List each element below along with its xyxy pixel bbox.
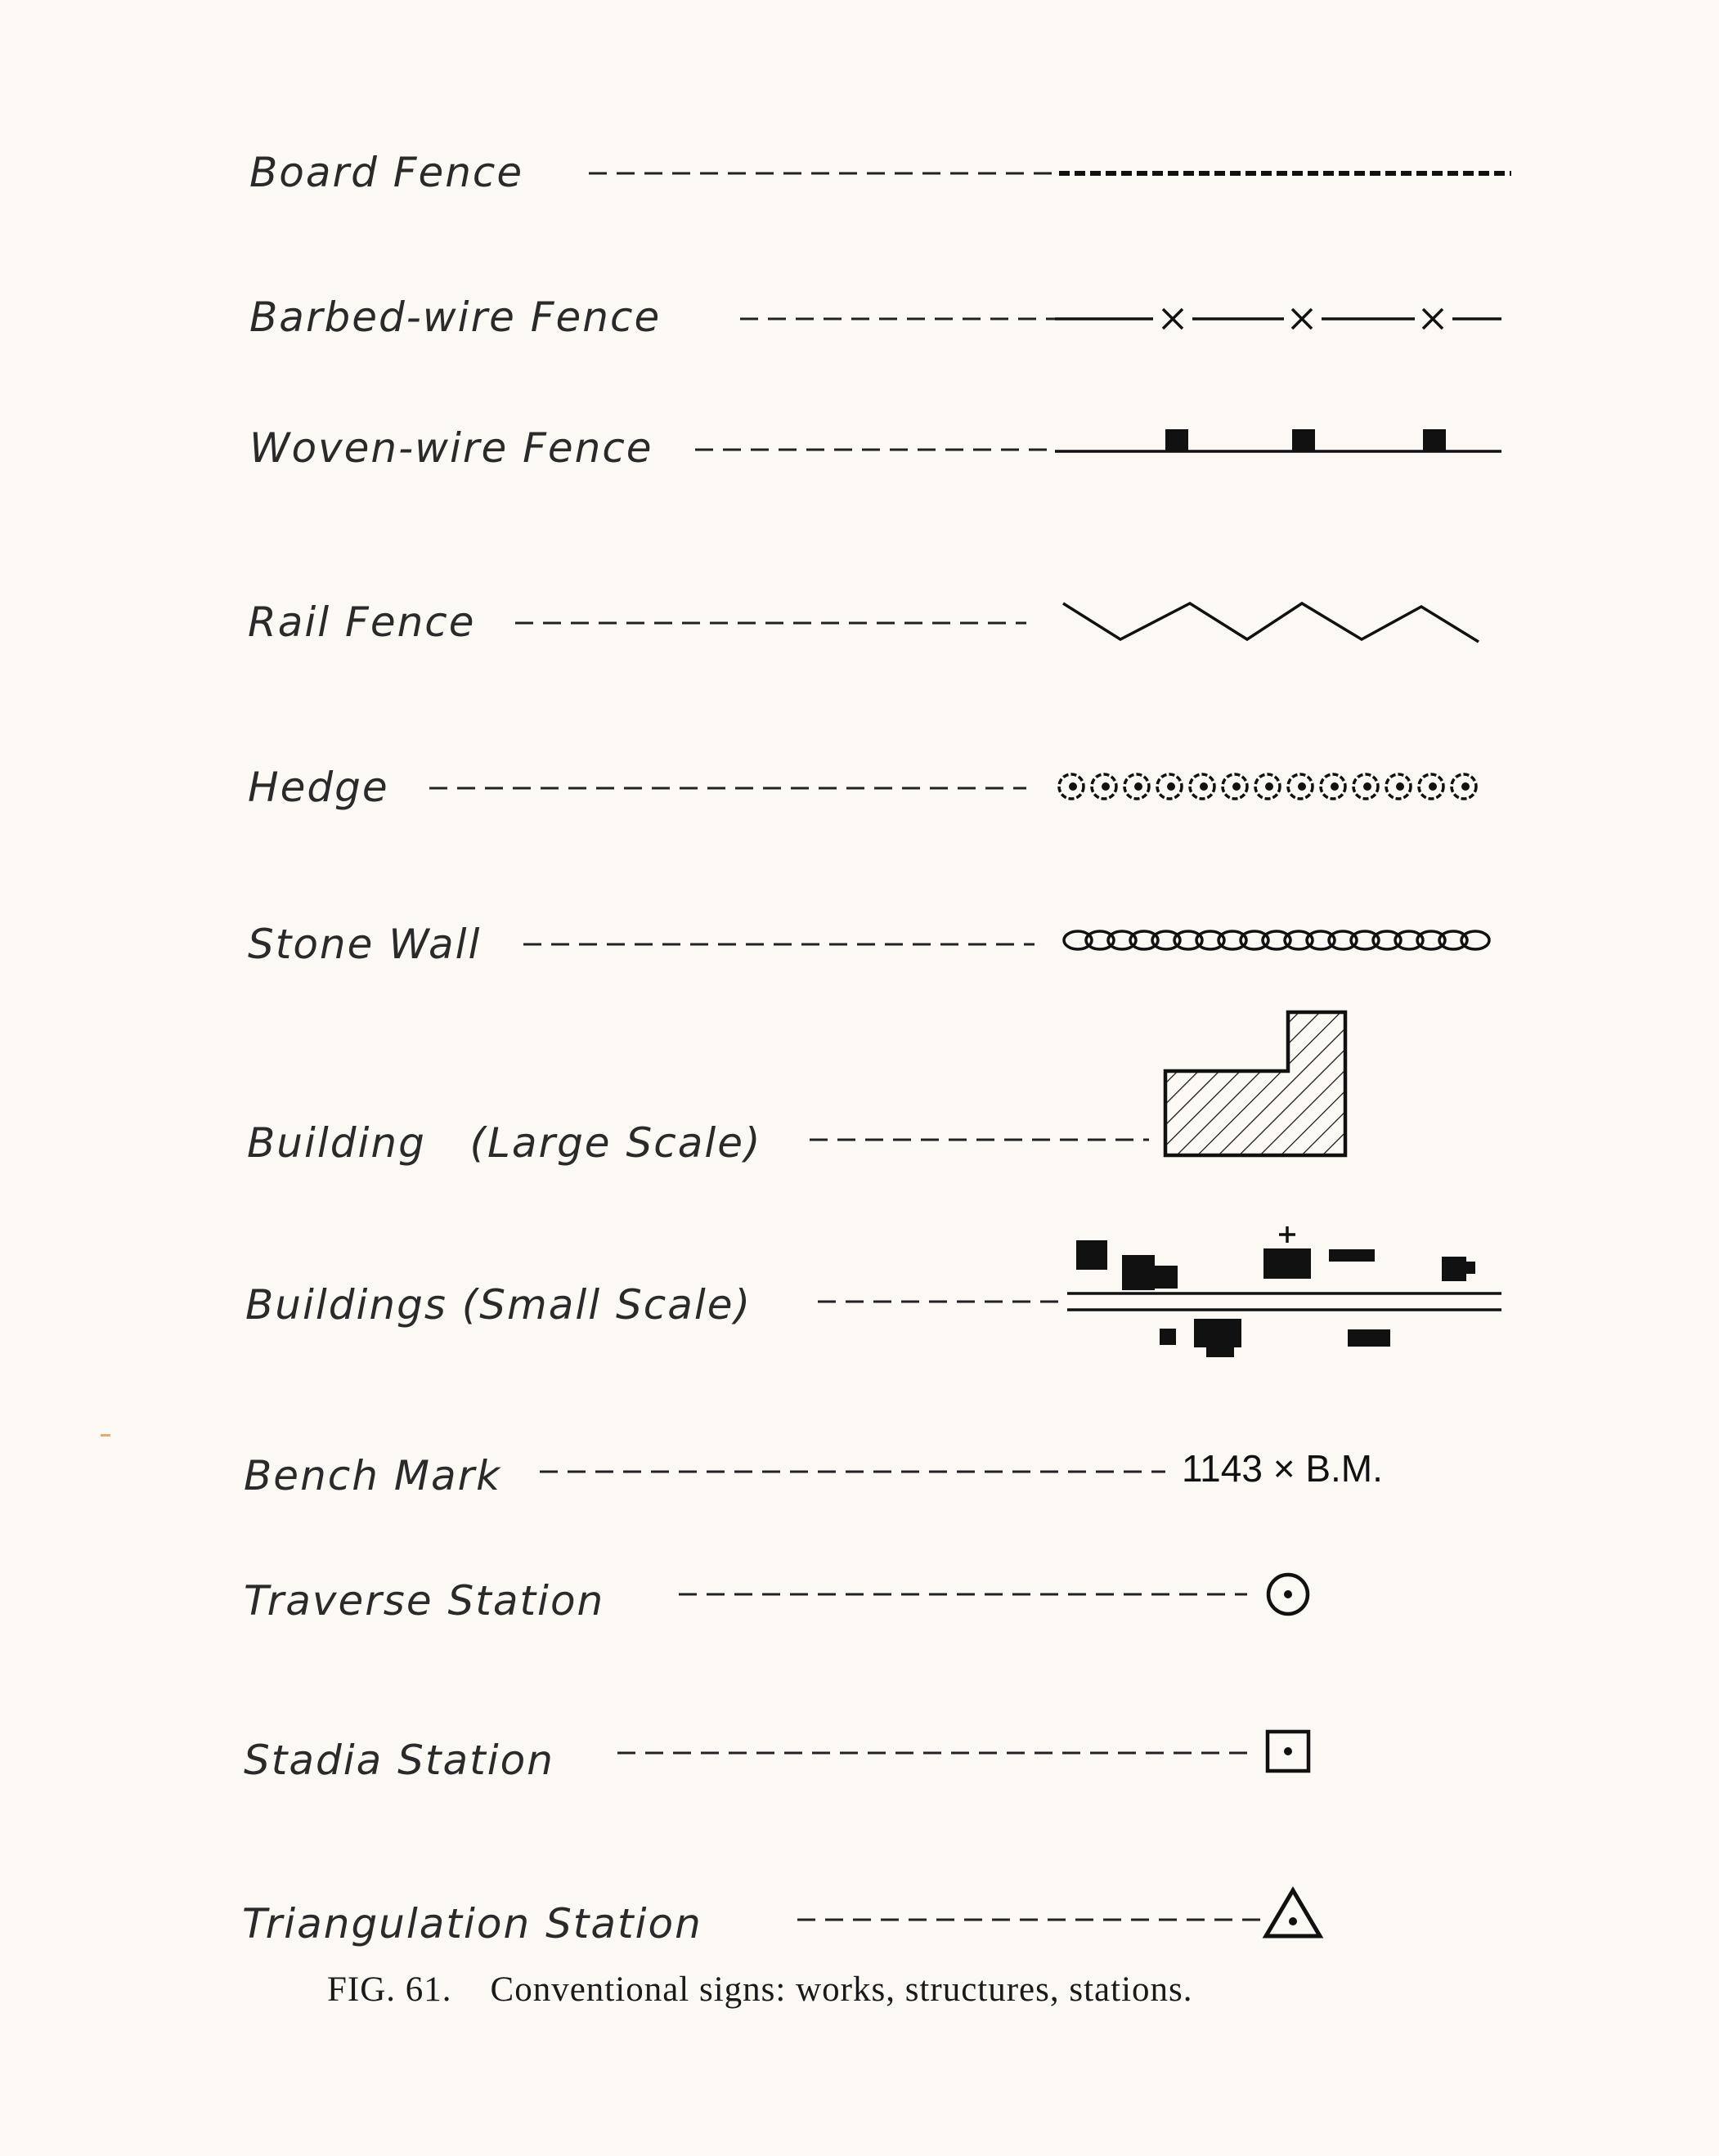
- row-triangulation-station: [242, 1890, 1320, 1948]
- stone-wall-link: [1174, 931, 1202, 949]
- barbed-wire-symbol: [1055, 309, 1501, 329]
- hedge-clump-core: [1298, 782, 1306, 791]
- row-stadia-station: [244, 1732, 1308, 1784]
- triangulation-station-symbol: [1266, 1890, 1320, 1936]
- label-traverse-station: Traverse Station: [244, 1577, 605, 1625]
- hedge-clump-core: [1102, 782, 1110, 791]
- rail-fence-zigzag: [1063, 603, 1479, 642]
- hedge-clump-core: [1232, 782, 1241, 791]
- stone-wall-link: [1108, 931, 1136, 949]
- hedge-clump-core: [1134, 782, 1142, 791]
- hedge-clump-core: [1069, 782, 1077, 791]
- stone-wall-link: [1285, 931, 1313, 949]
- hedge-clump-core: [1200, 782, 1208, 791]
- row-barbed-wire-fence: [249, 294, 1501, 341]
- row-stone-wall: [248, 921, 1489, 968]
- small-buildings-symbol: [1067, 1226, 1501, 1357]
- row-buildings-small: [245, 1226, 1501, 1357]
- hedge-clump-core: [1429, 782, 1437, 791]
- row-woven-wire-fence: [249, 424, 1501, 472]
- stone-wall-link: [1219, 931, 1246, 949]
- hedge-clump-core: [1331, 782, 1339, 791]
- label-board-fence: Board Fence: [249, 149, 524, 196]
- stone-wall-link: [1086, 931, 1114, 949]
- row-traverse-station: [244, 1575, 1308, 1625]
- stone-wall-link: [1461, 931, 1489, 949]
- stone-wall-link: [1241, 931, 1268, 949]
- stone-wall-link: [1351, 931, 1379, 949]
- label-woven-wire-fence: Woven-wire Fence: [249, 424, 653, 472]
- label-buildings-small: Buildings (Small Scale): [245, 1281, 752, 1329]
- bench-mark-value: 1143 × B.M.: [1182, 1447, 1383, 1490]
- row-building-large: [247, 1012, 1345, 1167]
- traverse-station-symbol: [1268, 1575, 1308, 1614]
- hedge-clump-core: [1396, 782, 1404, 791]
- label-stadia-station: Stadia Station: [244, 1737, 554, 1784]
- figure-caption: FIG. 61. Conventional signs: works, structures, stations.: [327, 1970, 1193, 2009]
- hedge-symbol: [1059, 774, 1476, 799]
- label-bench-mark: Bench Mark: [244, 1452, 502, 1499]
- stone-wall-link: [1395, 931, 1423, 949]
- stone-wall-link: [1130, 931, 1158, 949]
- hedge-clump-core: [1167, 782, 1175, 791]
- stone-wall-symbol: [1064, 931, 1489, 949]
- label-barbed-wire-fence: Barbed-wire Fence: [249, 294, 662, 341]
- stone-wall-link: [1439, 931, 1467, 949]
- hedge-clump-core: [1265, 782, 1273, 791]
- label-hedge: Hedge: [248, 764, 389, 811]
- stone-wall-link: [1196, 931, 1224, 949]
- label-triangulation-station: Triangulation Station: [242, 1900, 702, 1948]
- label-building-large: Building (Large Scale): [247, 1119, 762, 1167]
- row-rail-fence: [248, 598, 1479, 646]
- stone-wall-link: [1417, 931, 1445, 949]
- stadia-station-symbol: [1268, 1732, 1308, 1771]
- row-bench-mark: [244, 1447, 1383, 1499]
- row-board-fence: [249, 149, 1511, 196]
- row-hedge: [248, 764, 1476, 811]
- stone-wall-link: [1263, 931, 1290, 949]
- woven-wire-symbol: [1055, 429, 1501, 451]
- label-rail-fence: Rail Fence: [248, 598, 476, 646]
- label-stone-wall: Stone Wall: [248, 921, 482, 968]
- scan-speck: [101, 1434, 110, 1437]
- stone-wall-link: [1064, 931, 1092, 949]
- stone-wall-link: [1329, 931, 1357, 949]
- stone-wall-link: [1152, 931, 1180, 949]
- hatched-building-symbol: [1165, 1012, 1345, 1155]
- hedge-clump-core: [1461, 782, 1470, 791]
- stone-wall-link: [1373, 931, 1401, 949]
- stone-wall-link: [1307, 931, 1335, 949]
- hedge-clump-core: [1363, 782, 1371, 791]
